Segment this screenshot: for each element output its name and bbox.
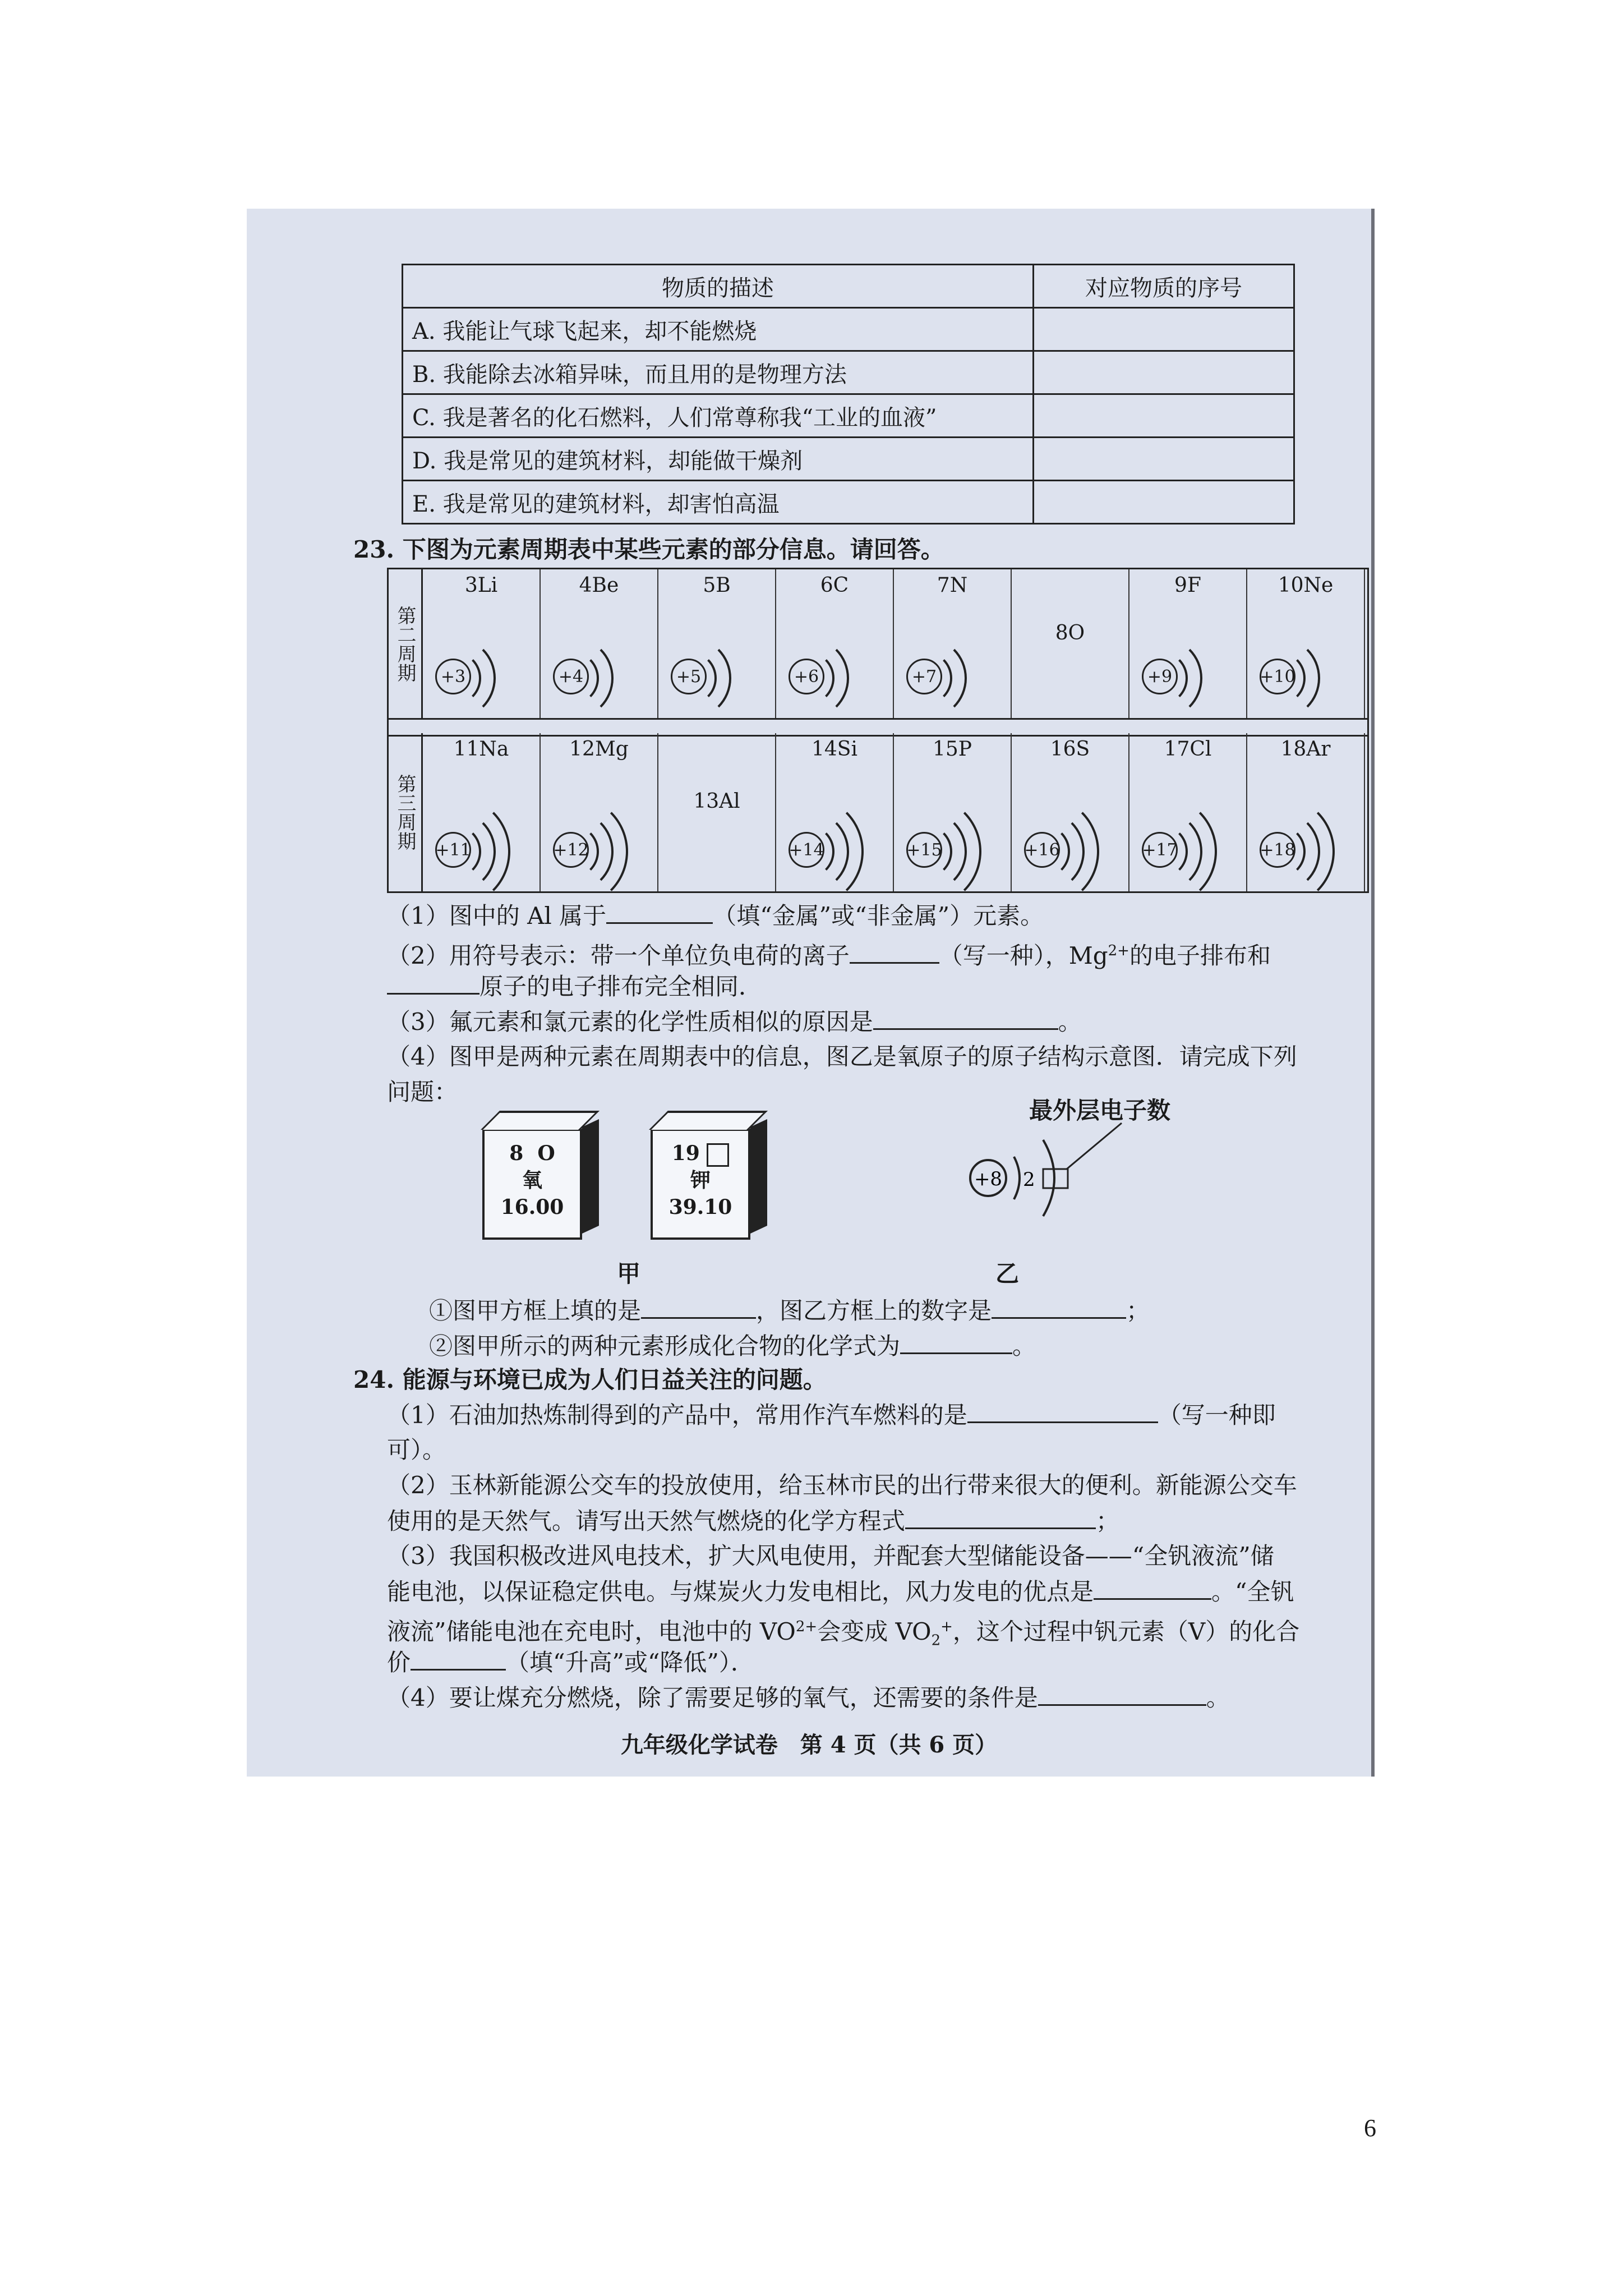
nucleus: +18 [1260,832,1295,868]
element-cell-ne [1247,569,1365,718]
q23-part-4: （4）图甲是两种元素在周期表中的信息，图乙是氧原子的原子结构示意图．请完成下列 [387,1043,1297,1070]
element-symbol: 10Ne [1278,574,1334,597]
q23-part-1: （1）图中的 Al 属于 （填“金属”或“非金属”）元素。 [387,902,1044,930]
element-cell-n [894,569,1012,718]
answer-blank[interactable] [967,1400,1158,1423]
element-symbol: 8O [1055,621,1085,645]
q23-sub-2: ②图甲所示的两种元素形成化合物的化学式为 。 [429,1332,1036,1360]
answer-blank[interactable] [900,1331,1012,1354]
table-header-index: 对应物质的序号 [1034,265,1294,308]
answer-blank[interactable] [1038,1683,1206,1706]
element-symbol: 7N [937,574,968,597]
figure-b-label: 乙 [995,1260,1020,1287]
answer-cell[interactable] [1034,351,1294,394]
element-cell-f [1129,569,1247,718]
q24-line-9: （4）要让煤充分燃烧，除了需要足够的氧气，还需要的条件是 。 [387,1684,1230,1711]
electron-shell [884,637,967,720]
page-footer: 九年级化学试卷 第 4 页（共 6 页） [620,1732,998,1758]
table-header-desc: 物质的描述 [403,265,1034,308]
table-row: D. 我是常见的建筑材料，却能做干燥剂 [403,438,1034,481]
answer-cell[interactable] [1034,438,1294,481]
table-row: C. 我是著名的化石燃料，人们常尊称我“工业的血液” [403,394,1034,438]
period-2-label: 第二周期 [389,569,423,720]
electron-shell-1 [1014,1157,1020,1199]
element-symbol: 4Be [579,574,619,597]
element-symbol: 13Al [693,790,740,813]
element-symbol: 6C [820,574,849,597]
nucleus: +11 [435,832,471,868]
nucleus: +5 [671,659,707,694]
q24-line-8: 价 （填“升高”或“降低”）． [387,1649,754,1676]
q23-sub-1: ①图甲方框上填的是 ，图乙方框上的数字是 ； [429,1297,1150,1324]
answer-blank[interactable] [411,1648,506,1671]
electron-shell [751,795,864,908]
answer-blank[interactable] [873,1007,1058,1030]
answer-cell[interactable] [1034,308,1294,351]
nucleus: +7 [906,659,942,694]
nucleus: +10 [1260,659,1295,694]
answer-cell[interactable] [1034,481,1294,524]
q23-part-4-cont: 问题： [387,1078,458,1106]
nucleus: +17 [1142,832,1178,868]
q24-line-4: 使用的是天然气。请写出天然气燃烧的化学方程式 ； [387,1507,1120,1535]
table-row: A. 我能让气球飞起来，却不能燃烧 [403,308,1034,351]
nucleus: +16 [1024,832,1060,868]
potassium-element-card: 19 钾 39.10 [651,1129,750,1240]
nucleus: +6 [789,659,824,694]
element-cell-c [776,569,894,718]
q23-part-3: （3）氟元素和氯元素的化学性质相似的原因是 。 [387,1008,1082,1036]
element-cell-be [541,569,658,718]
figure-a-label: 甲 [617,1260,641,1287]
page-number: 6 [1364,2114,1376,2142]
pointer-line [1067,1123,1122,1169]
periodic-table-excerpt [387,568,1369,893]
question-23-intro: 23. 下图为元素周期表中某些元素的部分信息。请回答。 [353,536,944,563]
element-symbol: 14Si [811,738,857,761]
q24-line-2: 可）。 [387,1436,446,1464]
answer-blank[interactable] [387,972,479,995]
electron-shell [398,795,510,908]
q24-line-6: 能电池，以保证稳定供电。与煤炭火力发电相比，风力发电的优点是 。“全钒 [387,1578,1294,1605]
electron-shell [987,795,1099,908]
answer-blank[interactable] [850,941,939,964]
element-symbol: 3Li [464,574,498,597]
inner-electron-count: 2 [1023,1168,1035,1191]
period-3-label: 第三周期 [389,733,423,891]
element-cell-mg [541,733,658,891]
electron-shell [648,637,731,720]
electron-shell [869,795,981,908]
electron-shell [1223,795,1335,908]
answer-blank[interactable] [992,1296,1126,1319]
answer-cell[interactable] [1034,394,1294,438]
element-symbol: 17Cl [1164,738,1212,761]
nucleus: +14 [789,832,824,868]
nucleus: +15 [906,832,942,868]
answer-blank[interactable] [1094,1577,1211,1600]
q24-line-3: （2）玉林新能源公交车的投放使用，给玉林市民的出行带来很大的便利。新能源公交车 [387,1471,1297,1499]
nucleus: +12 [553,832,589,868]
element-cell-b [658,569,776,718]
element-symbol: 15P [932,738,972,761]
element-symbol: 9F [1174,574,1201,597]
element-symbol: 5B [703,574,731,597]
electron-shell [1237,637,1320,720]
oxygen-atom-diagram [959,1117,1200,1246]
element-symbol: 16S [1050,738,1090,761]
electron-shell-2 [1043,1140,1054,1216]
q23-part-2-cont: 原子的电子排布完全相同． [387,972,762,1001]
question-24-intro: 24. 能源与环境已成为人们日益关注的问题。 [353,1366,827,1393]
nucleus-charge: +8 [974,1168,1003,1190]
electron-shell [766,637,849,720]
electron-shell [531,637,614,720]
table-row: B. 我能除去冰箱异味，而且用的是物理方法 [403,351,1034,394]
element-cell-li [423,569,541,718]
electron-shell [516,795,628,908]
electron-shell [1105,795,1217,908]
answer-blank[interactable] [905,1506,1096,1529]
q23-part-2: （2）用符号表示：带一个单位负电荷的离子 （写一种），$Mg^{2+}$的电子排布和 [387,942,1271,969]
q24-line-1: （1）石油加热炼制得到的产品中，常用作汽车燃料的是 （写一种即 [387,1401,1276,1429]
q24-line-5: （3）我国积极改进风电技术，扩大风电使用，并配套大型储能设备——“全钒液流”储 [387,1542,1274,1570]
electron-shell [1119,637,1202,720]
table-row: E. 我是常见的建筑材料，却害怕高温 [403,481,1034,524]
answer-blank[interactable] [641,1296,756,1319]
nucleus: +3 [435,659,471,694]
element-symbol: 12Mg [569,738,629,761]
substance-table [402,264,1295,524]
answer-blank[interactable] [606,901,713,924]
element-symbol: 18Ar [1280,738,1331,761]
nucleus: +9 [1142,659,1178,694]
nucleus: +4 [553,659,589,694]
q24-line-7: 液流”储能电池在充电时，电池中的 $VO^{2+}$会变成 $VO_2^+$，这个过程中钒元素（V）的化合 [387,1618,1300,1649]
element-symbol: 11Na [453,738,509,761]
electron-shell [413,637,496,720]
symbol-answer-box[interactable] [707,1143,729,1167]
scanned-exam-page [247,209,1371,1777]
element-cell-o [1012,569,1129,718]
outer-electron-label: 最外层电子数 [1029,1097,1171,1124]
element-cell-ar [1247,733,1365,891]
oxygen-element-card: 8 O 氧 16.00 [482,1129,582,1240]
